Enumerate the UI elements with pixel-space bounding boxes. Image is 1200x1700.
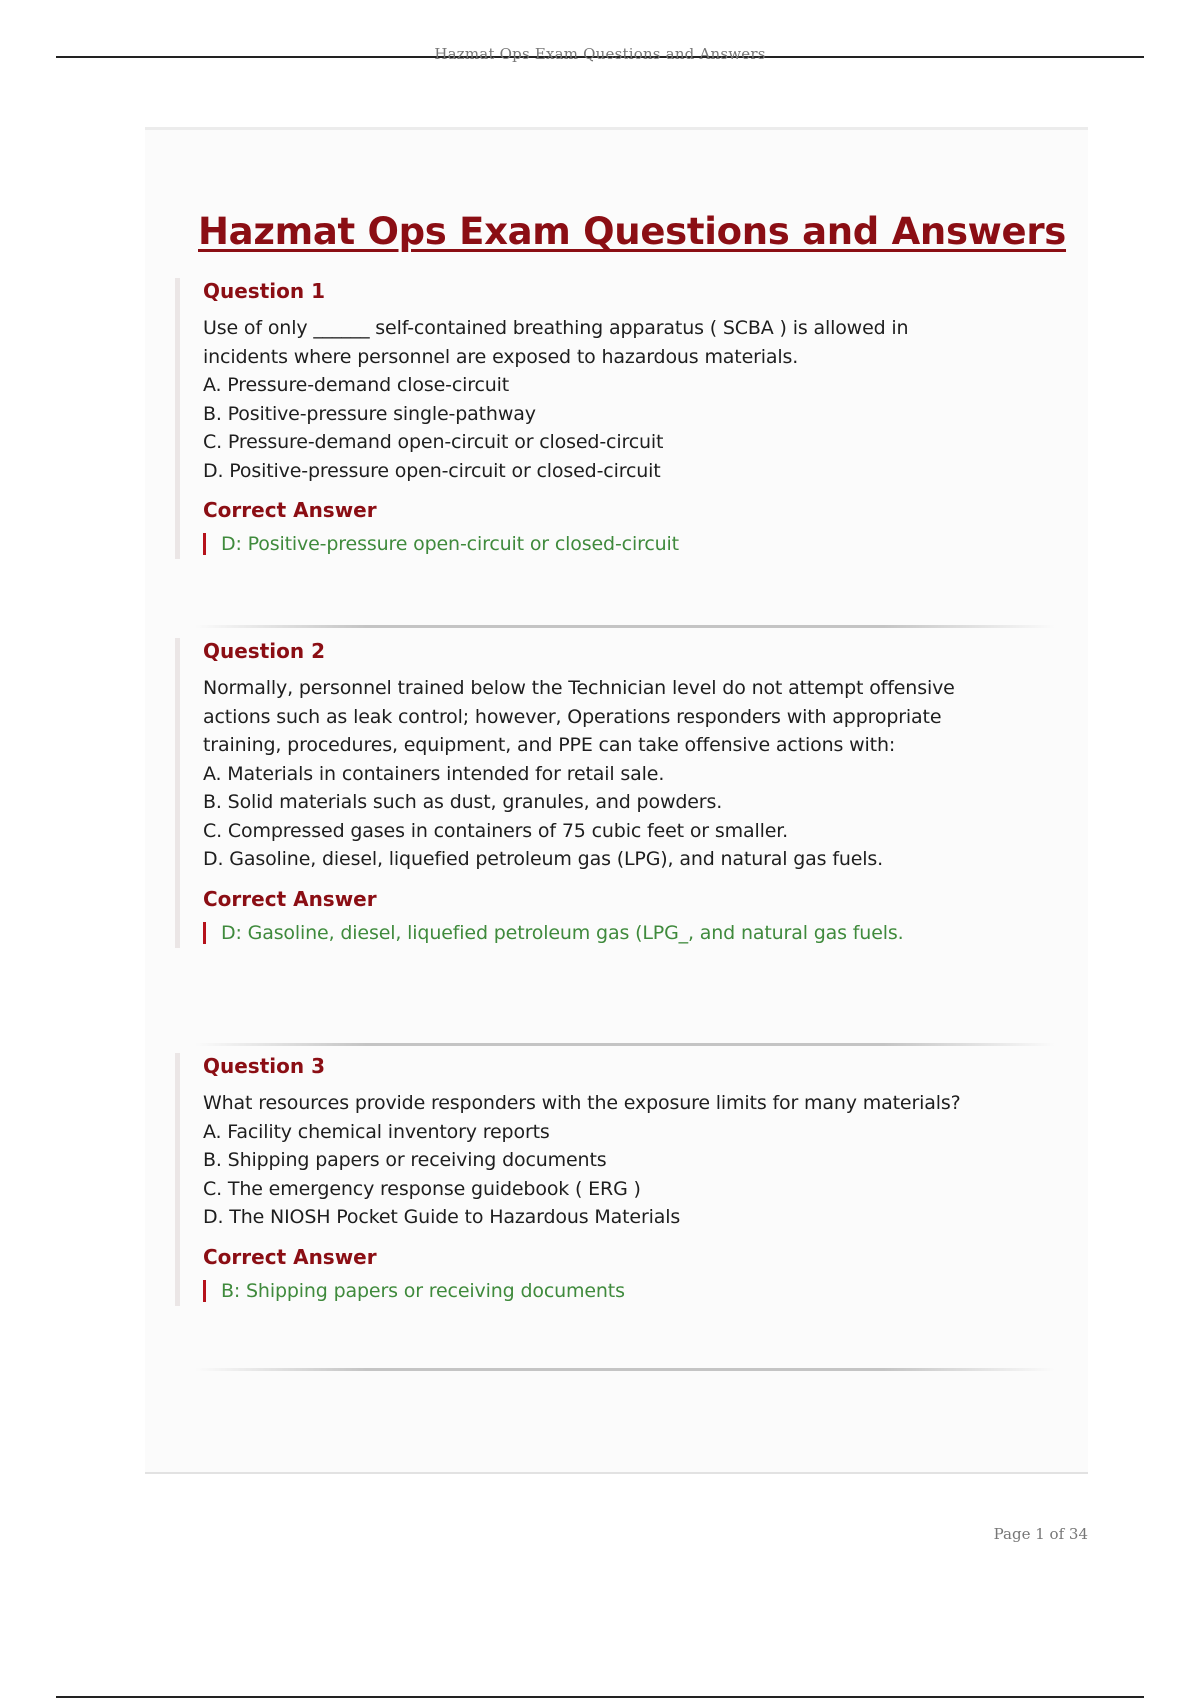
question-text: Use of only ______ self-contained breathing apparatus ( SCBA ) is allowed in incidents where personnel are exposed to hazardous materials. bbox=[203, 317, 909, 368]
option-b: B. Shipping papers or receiving documents bbox=[203, 1149, 607, 1171]
option-a: A. Pressure-demand close-circuit bbox=[203, 374, 510, 396]
question-text: What resources provide responders with the exposure limits for many materials? bbox=[203, 1092, 961, 1114]
correct-answer-text: B: Shipping papers or receiving documents bbox=[221, 1279, 625, 1302]
option-c: C. The emergency response guidebook ( ERG ) bbox=[203, 1177, 641, 1200]
option-c: C. Compressed gases in containers of 75 cubic feet or smaller. bbox=[203, 819, 789, 842]
running-header bbox=[56, 45, 1144, 69]
question-text: Normally, personnel trained below the Technician level do not attempt offensive actions such as leak control; however, Operations responders with appropriate training, procedures, equipment, and PPE can take offensive actions with: bbox=[203, 677, 955, 756]
question-block-3 bbox=[175, 1053, 1055, 1306]
correct-answer-label: Correct Answer bbox=[203, 1244, 377, 1269]
option-d: D. Gasoline, diesel, liquefied petroleum gas (LPG), and natural gas fuels. bbox=[203, 848, 884, 870]
question-divider bbox=[195, 1368, 1055, 1371]
options-list bbox=[203, 1118, 1055, 1232]
options-list bbox=[203, 760, 1055, 874]
answer-accent-bar bbox=[203, 922, 206, 944]
correct-answer-text: D: Gasoline, diesel, liquefied petroleum gas (LPG_, and natural gas fuels. bbox=[221, 921, 904, 944]
correct-answer bbox=[203, 1276, 1055, 1306]
question-label: Question 2 bbox=[203, 639, 325, 663]
option-d: D. The NIOSH Pocket Guide to Hazardous Materials bbox=[203, 1206, 681, 1228]
option-b: B. Positive-pressure single-pathway bbox=[203, 402, 536, 425]
question-block-2 bbox=[175, 638, 1055, 948]
question-divider bbox=[195, 625, 1055, 628]
option-b: B. Solid materials such as dust, granules, and powders. bbox=[203, 791, 723, 813]
page-number: Page 1 of 34 bbox=[993, 1525, 1088, 1543]
question-label: Question 3 bbox=[203, 1054, 325, 1078]
options-list bbox=[203, 371, 1055, 485]
correct-answer bbox=[203, 529, 1055, 559]
correct-answer-label: Correct Answer bbox=[203, 886, 377, 911]
correct-answer-text: D: Positive-pressure open-circuit or closed-circuit bbox=[221, 533, 679, 555]
option-d: D. Positive-pressure open-circuit or closed-circuit bbox=[203, 459, 661, 482]
running-title: Hazmat Ops Exam Questions and Answers bbox=[434, 45, 766, 63]
option-c: C. Pressure-demand open-circuit or closed-circuit bbox=[203, 431, 664, 453]
option-a: A. Facility chemical inventory reports bbox=[203, 1120, 550, 1143]
question-divider bbox=[195, 1043, 1055, 1046]
correct-answer-label: Correct Answer bbox=[203, 498, 377, 522]
correct-answer bbox=[203, 918, 1055, 948]
question-label: Question 1 bbox=[203, 279, 325, 303]
page-content bbox=[145, 127, 1088, 1474]
footer-rule bbox=[56, 1696, 1144, 1698]
answer-accent-bar bbox=[203, 533, 206, 555]
option-a: A. Materials in containers intended for retail sale. bbox=[203, 762, 665, 785]
answer-accent-bar bbox=[203, 1280, 206, 1302]
document-title: Hazmat Ops Exam Questions and Answers bbox=[198, 210, 1067, 253]
question-block-1 bbox=[175, 278, 1055, 559]
